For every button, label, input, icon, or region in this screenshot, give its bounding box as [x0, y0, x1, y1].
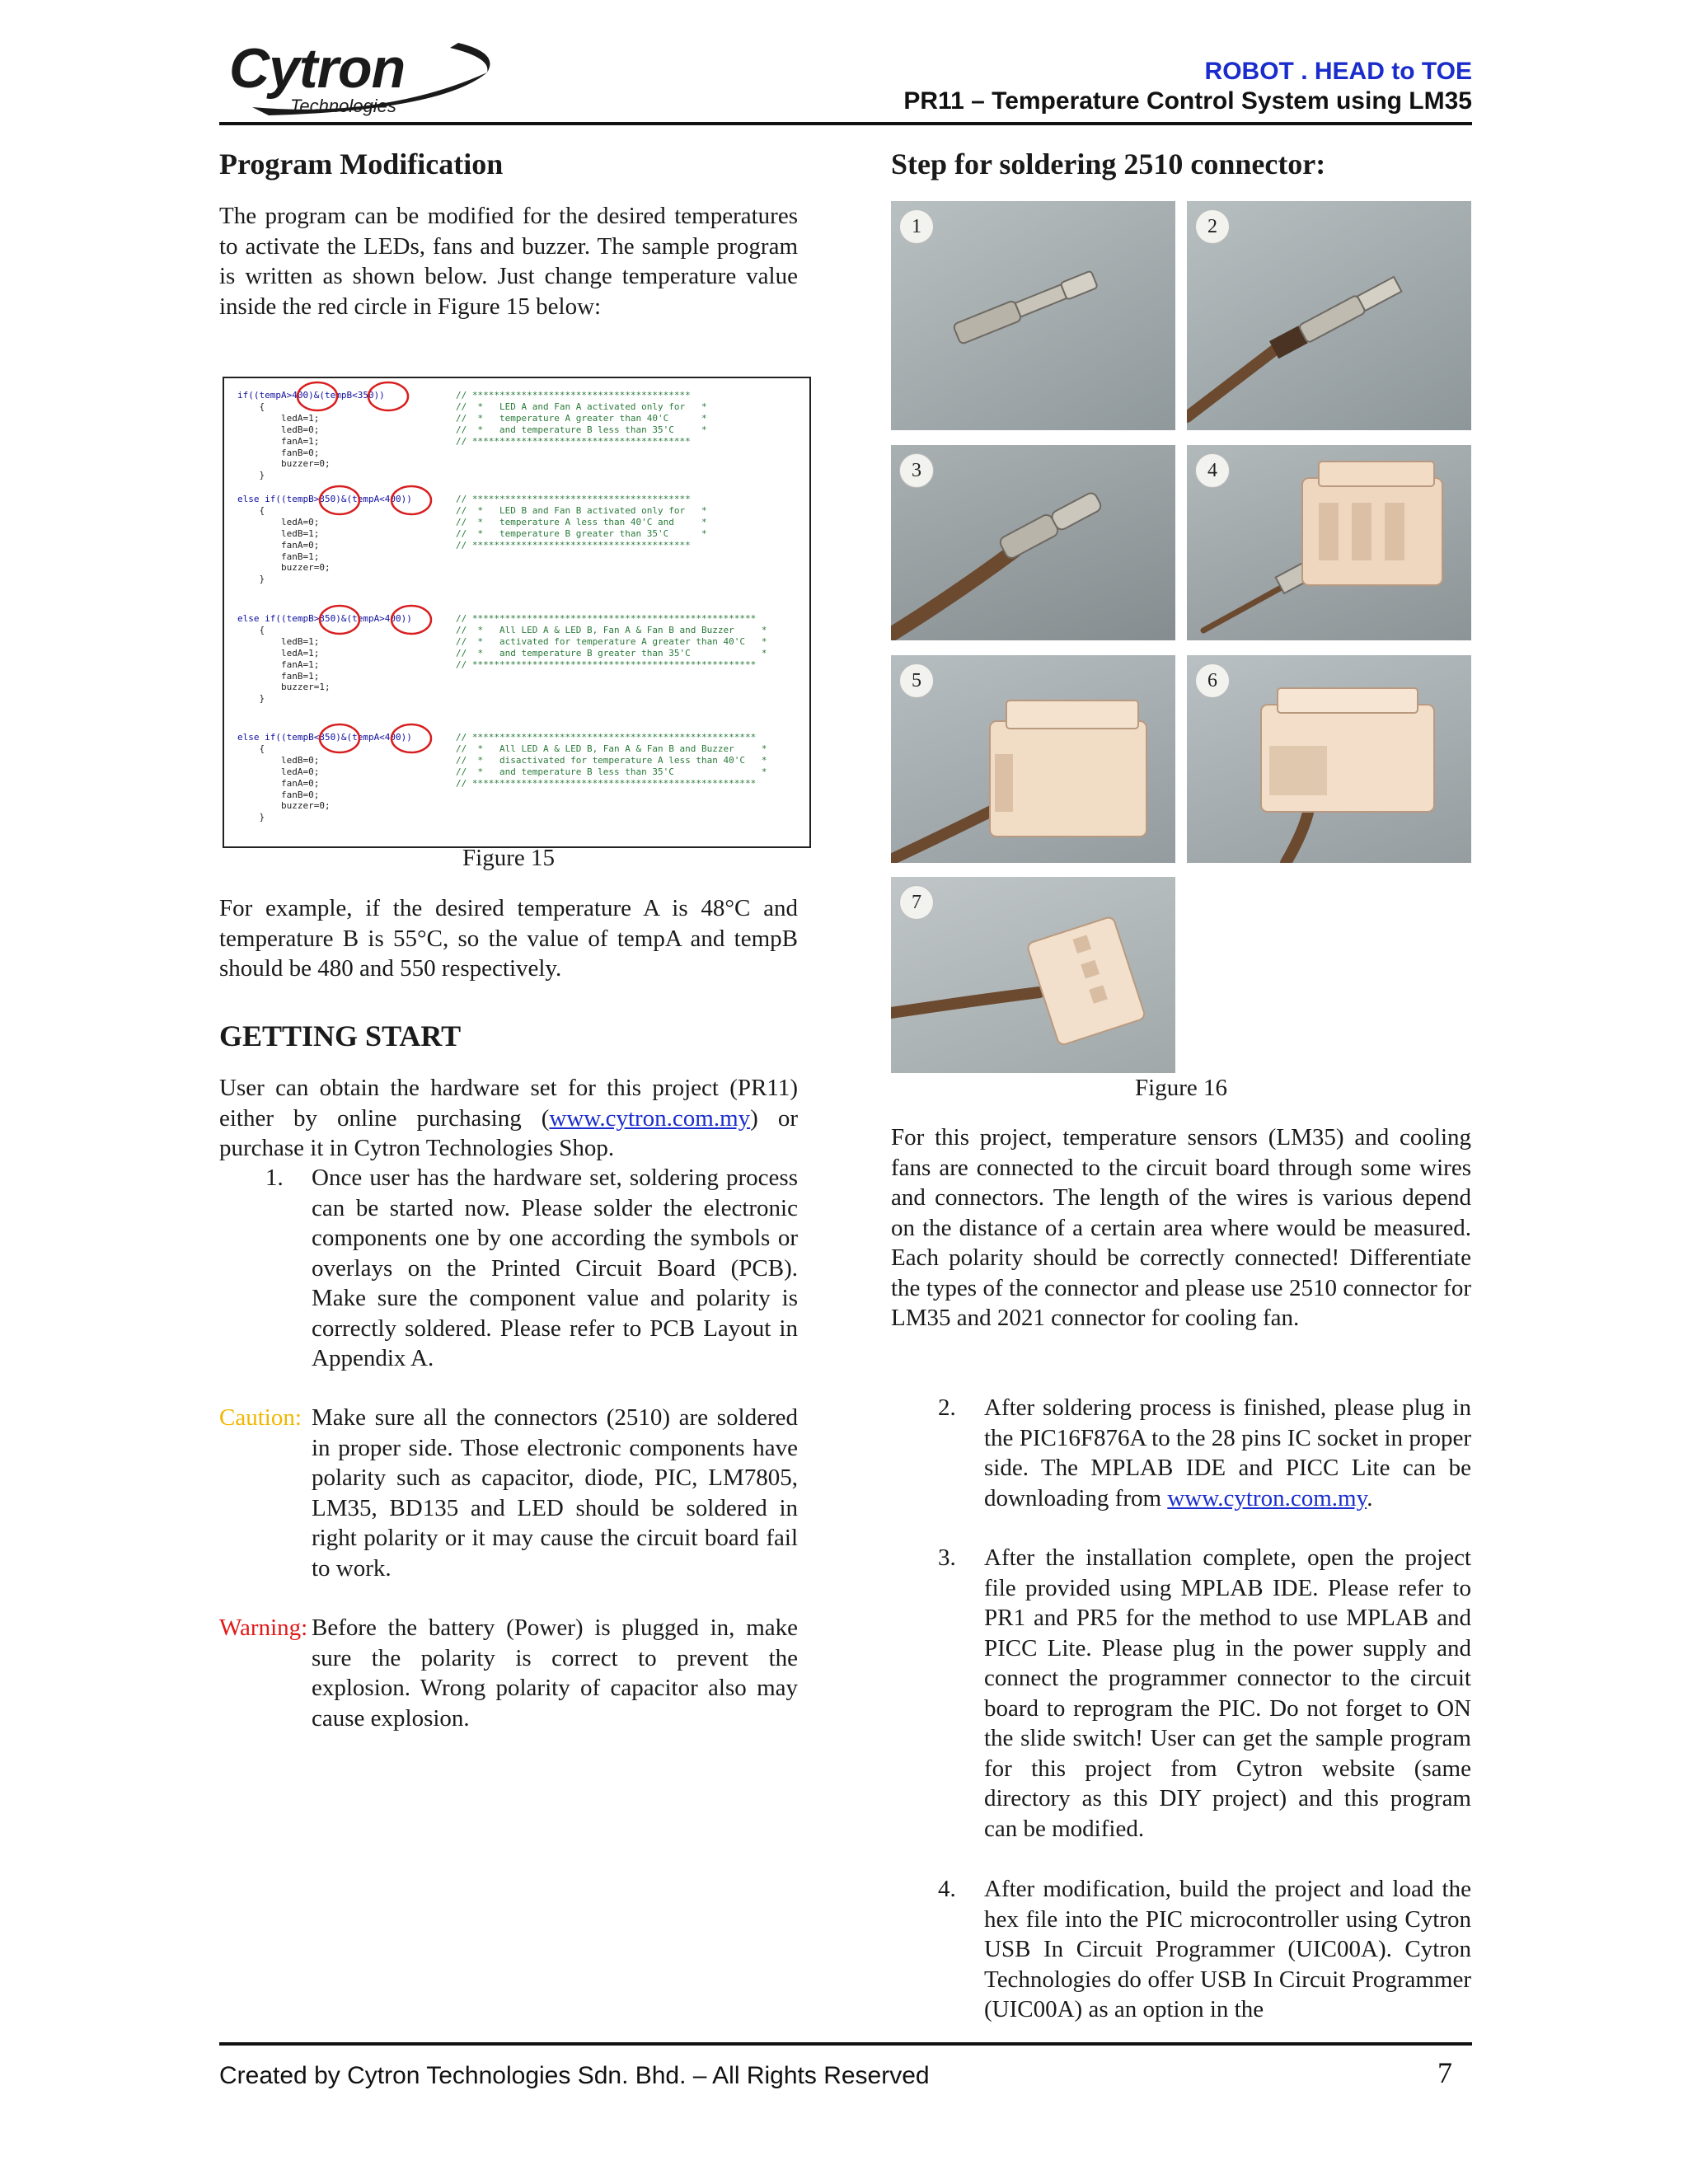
- red-circle: [320, 724, 359, 752]
- header-rule: [219, 122, 1472, 125]
- crimped-wire-image: [891, 445, 1175, 640]
- code-comment: // * and temperature B greater than 35'C *: [456, 647, 767, 658]
- step-1-text: Once user has the hardware set, soldering process can be started now. Please solder the electronic components one by one according the symbols or overlays on the Printed Circuit Board (PCB). Make sure the component value and polarity is correctly soldered. Please refer to PCB Layout in Appendix A.: [312, 1165, 798, 1371]
- logo-subtext: Technologies: [290, 96, 396, 116]
- photo-number-badge: 7: [899, 885, 934, 920]
- getting-start-intro: [219, 1073, 798, 1164]
- photo-number-badge: 6: [1195, 663, 1230, 698]
- figure-15-caption: Figure 15: [462, 845, 555, 871]
- photo-number-badge: 4: [1195, 453, 1230, 488]
- code-line: fanA=1;: [237, 435, 320, 447]
- code-line: }: [237, 693, 265, 705]
- code-comment: // * activated for temperature A greater than 40'C *: [456, 635, 767, 647]
- code-comment: // ****************************************************: [456, 658, 757, 670]
- code-line: buzzer=0;: [237, 458, 331, 470]
- logo-text: Cytron: [229, 37, 406, 100]
- connector-paragraph: For this project, temperature sensors (LM35) and cooling fans are connected to the circuit board through some wires and connectors. The length of the wires is various depend on the distance of a certain area where would be measured. Each polarity should be correctly connected! Differentiate the types of the connector and please use 2510 connector for LM35 and 2021 connector for cooling fan.: [891, 1124, 1471, 1331]
- footer-rule: [219, 2042, 1472, 2046]
- step-2-body: After soldering process is finished, please plug in the PIC16F876A to the 28 pins IC socket in proper side. The MPLAB IDE and PICC Lite can be downloading from: [984, 1394, 1471, 1511]
- program-modification-paragraph: The program can be modified for the desired temperatures to activate the LEDs, fans and buzzer. The sample program is written as shown below. Just change temperature value inside the red circle in Figure 15 below:: [219, 203, 798, 320]
- code-line: else if((tempB>350)&(tempA>400)): [237, 613, 412, 624]
- code-line: fanA=1;: [237, 658, 320, 670]
- red-circle: [298, 382, 337, 410]
- code-line: fanB=1;: [237, 670, 320, 682]
- code-line: ledA=0;: [237, 516, 320, 527]
- connector-housing-image: [1187, 445, 1471, 640]
- code-line: fanB=0;: [237, 447, 320, 458]
- code-line: }: [237, 470, 265, 481]
- page-header: [219, 33, 1472, 125]
- header-doc-title: PR11 – Temperature Control System using LM35: [903, 87, 1472, 115]
- code-line: }: [237, 574, 265, 585]
- code-line: else if((tempB<350)&(tempA<400)): [237, 732, 412, 743]
- code-line: {: [237, 401, 265, 412]
- warning-text: Before the battery (Power) is plugged in, make sure the polarity is correct to prevent the explosion. Wrong polarity of capacitor also may cause explosion.: [312, 1615, 798, 1732]
- code-comment: // * temperature A greater than 40'C *: [456, 412, 707, 424]
- code-line: fanA=0;: [237, 539, 320, 551]
- code-comment: // * All LED A & LED B, Fan A & Fan B and Buzzer *: [456, 743, 767, 754]
- photo-number-badge: 5: [899, 663, 934, 698]
- code-comment: // * LED A and Fan A activated only for *: [456, 401, 707, 412]
- cytron-logo: [219, 36, 499, 119]
- soldering-steps-heading: Step for soldering 2510 connector:: [891, 148, 1326, 180]
- figure-16-caption: Figure 16: [1135, 1075, 1227, 1101]
- code-line: fanA=0;: [237, 777, 320, 789]
- code-line: ledB=0;: [237, 754, 320, 766]
- step-3-text: After the installation complete, open the project file provided using MPLAB IDE. Please refer to PR1 and PR5 for the method to use MPLAB and PICC Lite. Please plug in the power supply and connect the programmer connector to the circuit board to reprogram the PIC. Do not forget to ON the slide switch! User can get the sample program for this project from Cytron website (same directory as this DIY project) and this program can be modified.: [984, 1544, 1471, 1842]
- code-line: ledB=0;: [237, 424, 320, 435]
- code-line: buzzer=1;: [237, 682, 331, 693]
- red-circle: [392, 486, 431, 514]
- red-circles-overlay: [224, 378, 809, 846]
- footer-copyright: Created by Cytron Technologies Sdn. Bhd. – All Rights Reserved: [219, 2062, 930, 2089]
- code-line: buzzer=0;: [237, 800, 331, 812]
- step-2-period: .: [1367, 1484, 1373, 1511]
- code-comment: // ****************************************: [456, 435, 691, 447]
- photo-step-5: [891, 655, 1175, 863]
- code-line: ledA=0;: [237, 766, 320, 777]
- red-circle: [320, 606, 359, 634]
- warning-label: Warning:: [219, 1615, 308, 1641]
- caution-label: Caution:: [219, 1404, 302, 1431]
- code-line: if((tempA>400)&(tempB<350)): [237, 390, 385, 401]
- code-line: {: [237, 624, 265, 635]
- photo-step-7: [891, 877, 1175, 1073]
- step-2-text: [984, 1393, 1471, 1513]
- code-comment: // ****************************************: [456, 390, 691, 401]
- photo-number-badge: 3: [899, 453, 934, 488]
- code-line: }: [237, 812, 265, 823]
- code-comment: // * temperature A less than 40'C and *: [456, 516, 707, 527]
- step-2-website-link[interactable]: www.cytron.com.my: [1167, 1484, 1367, 1511]
- code-comment: // * temperature B greater than 35'C *: [456, 527, 707, 539]
- code-comment: // * and temperature B less than 35'C *: [456, 424, 707, 435]
- code-line: {: [237, 743, 265, 754]
- code-line: else if((tempB>350)&(tempA<400)): [237, 494, 412, 504]
- code-comment: // ****************************************: [456, 539, 691, 551]
- code-comment: // ****************************************: [456, 494, 691, 504]
- photo-step-6: [1187, 655, 1471, 863]
- crimp-terminal-image: [891, 201, 1175, 430]
- red-circle: [368, 382, 408, 410]
- intro-text: User can obtain the hardware set for this project (PR11) either by online purchasing (: [219, 1075, 798, 1132]
- photo-number-badge: 2: [1195, 209, 1230, 244]
- code-line: ledA=1;: [237, 647, 320, 658]
- finished-connector-image: [891, 877, 1175, 1073]
- caution-text: Make sure all the connectors (2510) are soldered in proper side. Those electronic components have polarity such as capacitor, diode, PIC, LM7805, LM35, BD135 and LED should be soldered in right polarity or it may cause the circuit board fail to work.: [312, 1404, 798, 1582]
- header-tagline: ROBOT . HEAD to TOE: [1204, 58, 1472, 85]
- code-comment: // ****************************************************: [456, 613, 757, 624]
- cytron-website-link[interactable]: www.cytron.com.my: [549, 1104, 751, 1132]
- code-line: ledB=1;: [237, 527, 320, 539]
- step-4-text: After modification, build the project and load the hex file into the PIC microcontroller using Cytron USB In Circuit Programmer (UIC00A). Cytron Technologies do offer USB In Circuit Programmer (UIC00A) as an option in the: [984, 1876, 1471, 2022]
- photo-step-4: [1187, 445, 1471, 640]
- code-comment: // * disactivated for temperature A less than 40'C *: [456, 754, 767, 766]
- connector-side-view-image: [1187, 655, 1471, 863]
- photo-number-badge: 1: [899, 209, 934, 244]
- step-3-number: 3.: [938, 1544, 956, 1571]
- step-1-number: 1.: [265, 1165, 284, 1191]
- code-comment: // ****************************************************: [456, 732, 757, 743]
- page-number: 7: [1437, 2056, 1452, 2089]
- red-circle: [392, 724, 431, 752]
- example-paragraph: For example, if the desired temperature A is 48°C and temperature B is 55°C, so the value of tempA and tempB should be 480 and 550 respectively.: [219, 895, 798, 982]
- code-comment: // * and temperature B less than 35'C *: [456, 766, 767, 777]
- code-comment: // * All LED A & LED B, Fan A & Fan B and Buzzer *: [456, 624, 767, 635]
- step-2-number: 2.: [938, 1394, 956, 1421]
- intro-text-end: ) or purchase it in Cytron Technologies Shop.: [219, 1104, 798, 1161]
- photo-step-1: [891, 201, 1175, 430]
- code-line: ledB=1;: [237, 635, 320, 647]
- wire-in-terminal-image: [1187, 201, 1471, 430]
- code-figure: [223, 377, 811, 848]
- code-comment: // * LED B and Fan B activated only for *: [456, 504, 707, 516]
- getting-start-heading: GETTING START: [219, 1019, 462, 1052]
- photo-step-2: [1187, 201, 1471, 430]
- red-circle: [320, 486, 359, 514]
- code-line: ledA=1;: [237, 412, 320, 424]
- code-line: fanB=0;: [237, 789, 320, 800]
- code-comment: // ****************************************************: [456, 777, 757, 789]
- red-circle: [392, 606, 431, 634]
- photo-step-3: [891, 445, 1175, 640]
- code-line: {: [237, 504, 265, 516]
- step-4-number: 4.: [938, 1876, 956, 1902]
- code-line: buzzer=0;: [237, 562, 331, 574]
- wire-inserted-connector-image: [891, 655, 1175, 863]
- code-line: fanB=1;: [237, 551, 320, 562]
- program-modification-heading: Program Modification: [219, 148, 504, 180]
